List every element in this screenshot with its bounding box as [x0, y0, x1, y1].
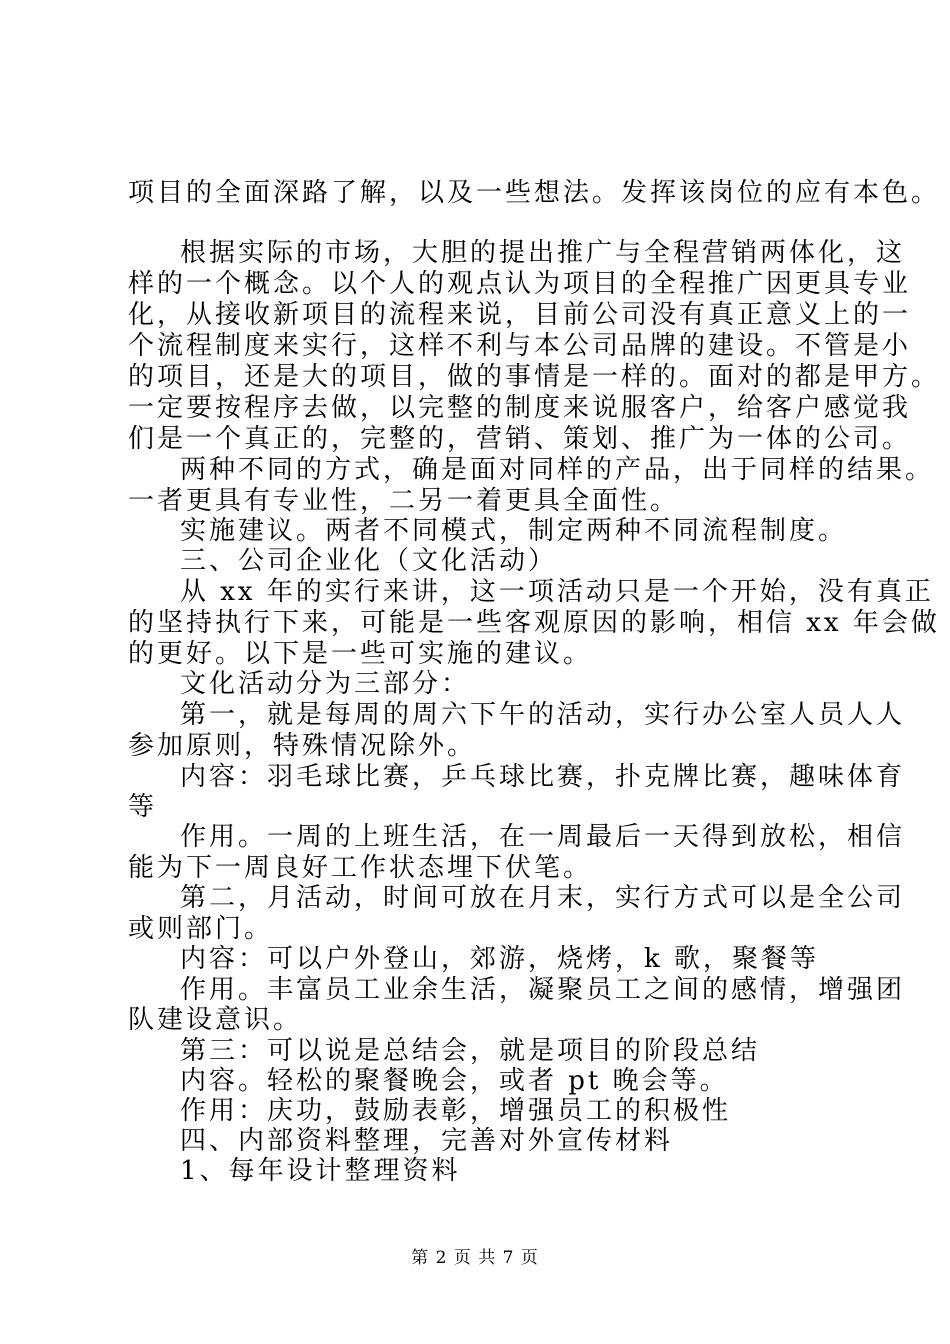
body-line: 从 xx 年的实行来讲，这一项活动只是一个开始，没有真正 [180, 577, 934, 607]
body-line: 样的一个概念。以个人的观点认为项目的全程推广因更具专业 [128, 269, 912, 299]
body-line: 的项目，还是大的项目，做的事情是一样的。面对的都是甲方。 [128, 362, 941, 392]
body-line: 1、每年设计整理资料 [180, 1156, 461, 1186]
body-line: 的更好。以下是一些可实施的建议。 [128, 639, 593, 669]
body-line: 内容：可以户外登山，郊游，烧烤，k 歌，聚餐等 [180, 944, 820, 974]
body-line: 作用。丰富员工业余生活，凝聚员工之间的感情，增强团 [180, 975, 906, 1005]
body-line: 个流程制度来实行，这样不利与本公司品牌的建设。不管是小 [128, 331, 912, 361]
section-heading: 四、内部资料整理，完善对外宣传材料 [180, 1126, 674, 1156]
body-line: 能为下一周良好工作状态埋下伏笔。 [128, 853, 593, 883]
body-line: 的坚持执行下来，可能是一些客观原因的影响，相信 xx 年会做 [128, 608, 940, 638]
body-line: 一定要按程序去做，以完整的制度来说服客户，给客户感觉我 [128, 393, 912, 423]
section-heading: 三、公司企业化（文化活动） [180, 546, 558, 576]
body-line: 内容。轻松的聚餐晚会，或者 pt 晚会等。 [180, 1066, 729, 1096]
body-line: 根据实际的市场，大胆的提出推广与全程营销两体化，这 [180, 238, 906, 268]
body-line: 队建设意识。 [128, 1005, 303, 1035]
body-line: 第三：可以说是总结会，就是项目的阶段总结 [180, 1036, 761, 1066]
page-number: 第 2 页 共 7 页 [411, 1248, 539, 1268]
body-line: 或则部门。 [128, 914, 274, 944]
body-line: 一者更具有专业性，二另一着更具全面性。 [128, 486, 680, 516]
body-line: 文化活动分为三部分： [180, 669, 471, 699]
body-line: 两种不同的方式，确是面对同样的产品，出于同样的结果。 [180, 455, 935, 485]
body-line: 第一，就是每周的周六下午的活动，实行办公室人员人人 [180, 700, 906, 730]
body-line: 化，从接收新项目的流程来说，目前公司没有真正意义上的一 [128, 300, 912, 330]
body-line: 作用：庆功，鼓励表彰，增强员工的积极性 [180, 1096, 732, 1126]
body-line: 实施建议。两者不同模式，制定两种不同流程制度。 [180, 516, 848, 546]
body-line: 内容：羽毛球比赛，乒乓球比赛，扑克牌比赛，趣味体育 [180, 762, 906, 792]
body-line: 等 [128, 792, 158, 822]
body-line: 项目的全面深路了解，以及一些想法。发挥该岗位的应有本色。 [128, 178, 941, 208]
body-line: 们是一个真正的，完整的，营销、策划、推广为一体的公司。 [128, 424, 912, 454]
body-line: 作用。一周的上班生活，在一周最后一天得到放松，相信 [180, 822, 906, 852]
body-line: 参加原则，特殊情况除外。 [128, 731, 477, 761]
body-line: 第二，月活动，时间可放在月末，实行方式可以是全公司 [180, 883, 906, 913]
